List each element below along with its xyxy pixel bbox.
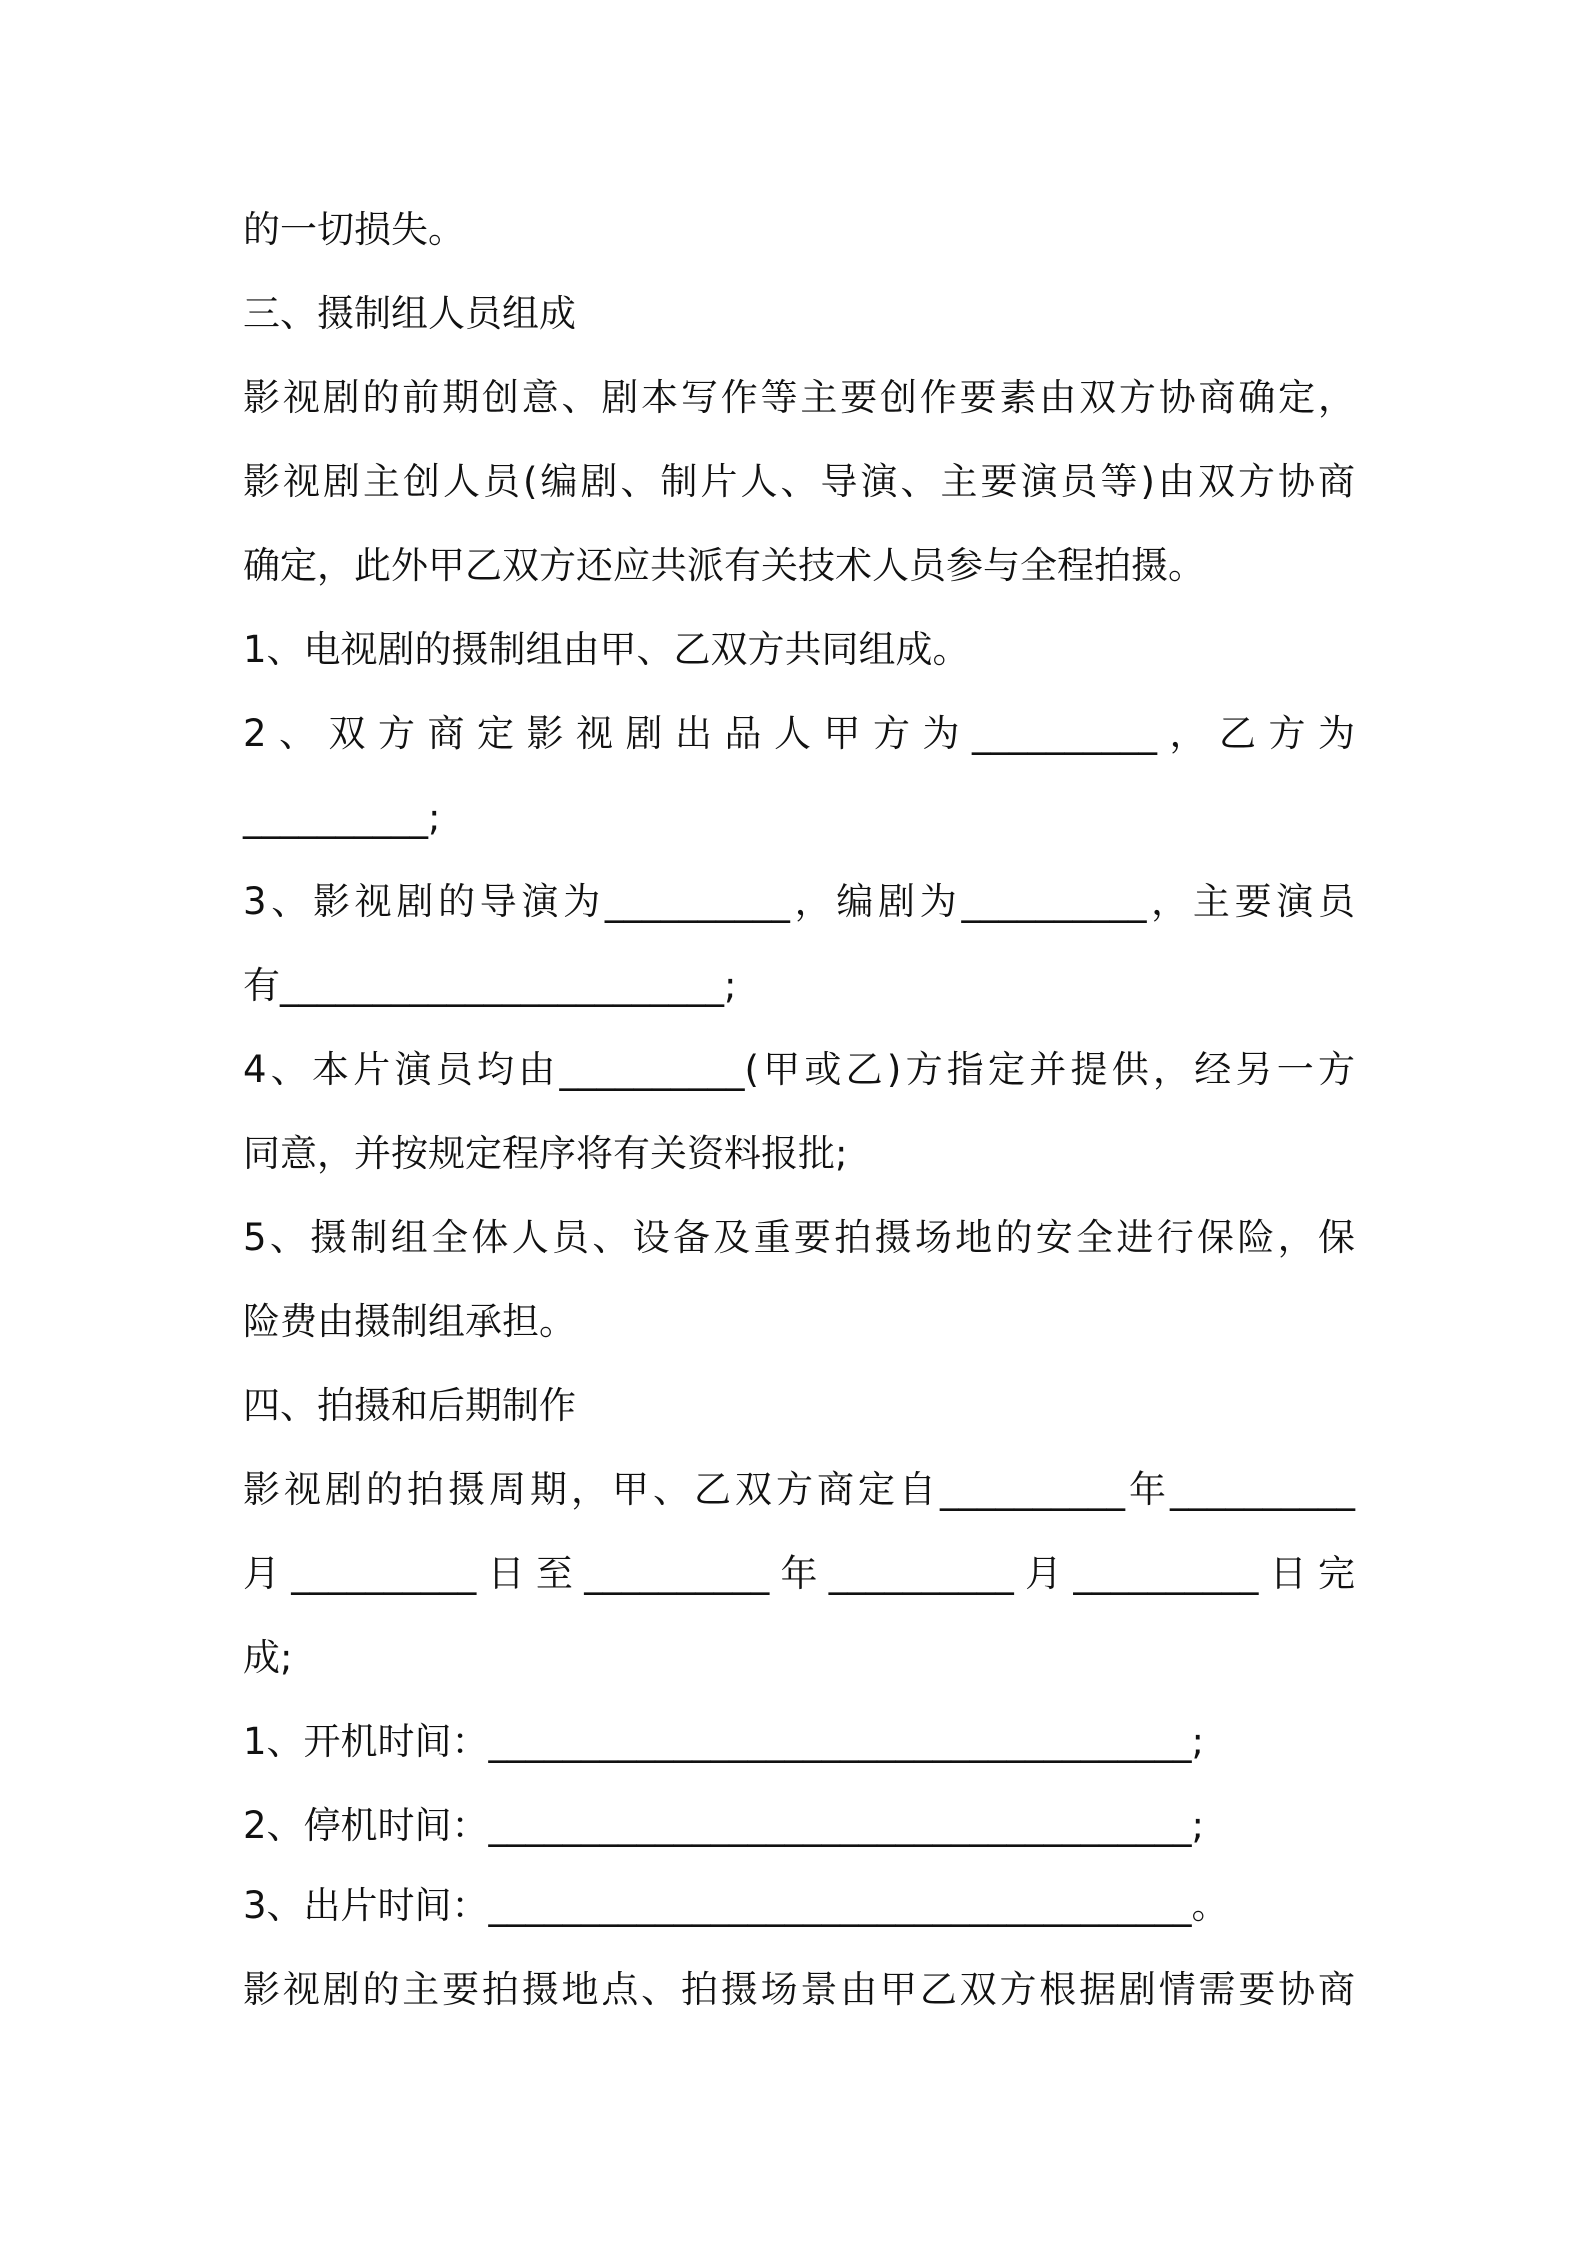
- text-line: 有________________________;: [243, 964, 737, 1007]
- text-line: 同意，并按规定程序将有关资料报批;: [243, 1132, 848, 1175]
- list-item: 4、本片演员均由__________(甲或乙)方指定并提供，经另一方: [243, 1048, 1355, 1091]
- text-line: 确定，此外甲乙双方还应共派有关技术人员参与全程拍摄。: [243, 544, 1205, 587]
- text-line: 影视剧的主要拍摄地点、拍摄场景由甲乙双方根据剧情需要协商: [243, 1968, 1355, 2011]
- text-line: 影视剧的拍摄周期，甲、乙双方商定自__________年__________: [243, 1468, 1355, 1511]
- text-line: 影视剧的前期创意、剧本写作等主要创作要素由双方协商确定，: [243, 376, 1355, 419]
- list-item: 5、摄制组全体人员、设备及重要拍摄场地的安全进行保险，保: [243, 1216, 1355, 1259]
- list-item: 2、双方商定影视剧出品人甲方为__________，乙方为: [243, 712, 1355, 755]
- list-item: 3、出片时间：______________________________________。: [243, 1884, 1229, 1927]
- list-item: 1、开机时间：______________________________________;: [243, 1720, 1205, 1763]
- text-line: 成;: [243, 1636, 293, 1679]
- text-line: 险费由摄制组承担。: [243, 1300, 576, 1343]
- text-line: __________;: [243, 796, 441, 839]
- text-line: 影视剧主创人员(编剧、制片人、导演、主要演员等)由双方协商: [243, 460, 1355, 503]
- list-item: 1、电视剧的摄制组由甲、乙双方共同组成。: [243, 628, 970, 671]
- list-item: 3、影视剧的导演为__________，编剧为__________，主要演员: [243, 880, 1355, 923]
- text-line: 月__________日至__________年__________月__________日完: [243, 1552, 1355, 1595]
- text-line: 的一切损失。: [243, 208, 465, 251]
- list-item: 2、停机时间：______________________________________;: [243, 1804, 1205, 1847]
- section-heading: 四、拍摄和后期制作: [243, 1384, 576, 1427]
- section-heading: 三、摄制组人员组成: [243, 292, 576, 335]
